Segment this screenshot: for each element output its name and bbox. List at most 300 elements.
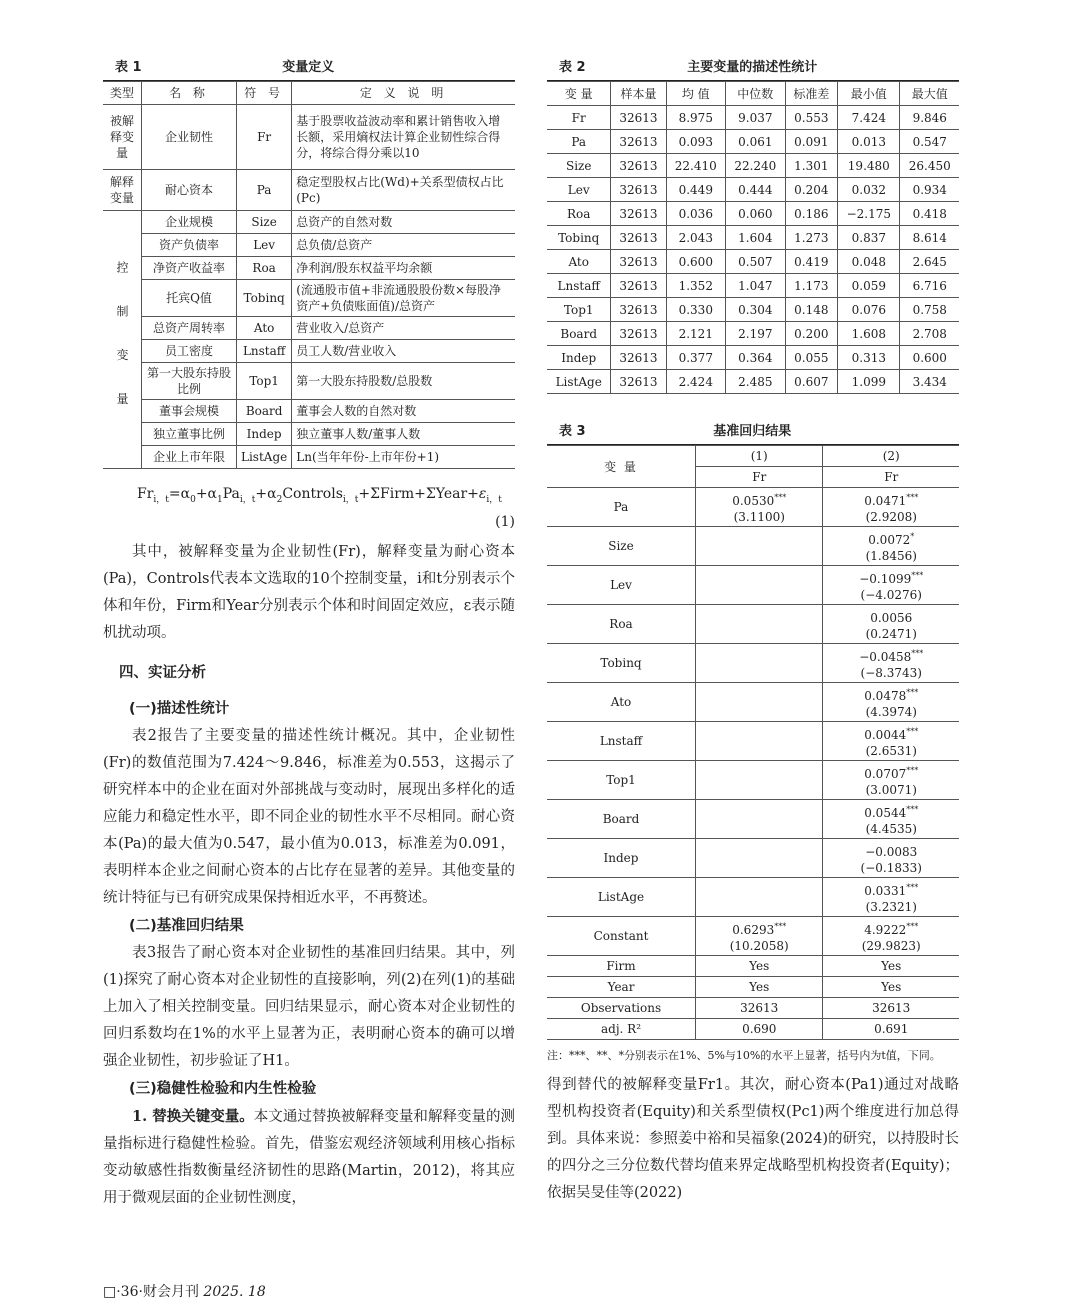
left-column — [103, 50, 515, 1212]
table2-cell: 1.173 — [785, 274, 838, 298]
table2-cell: 32613 — [611, 106, 666, 130]
table2-cell: 32613 — [611, 250, 666, 274]
table1-row-control — [103, 363, 515, 400]
table2-cell: 1.604 — [726, 226, 786, 250]
table1-symbol: ListAge — [237, 446, 292, 469]
table1-name: 净资产收益率 — [142, 257, 237, 280]
table1-row-control — [103, 280, 515, 317]
table3-variable: Lnstaff — [547, 722, 696, 761]
table2-cell: 32613 — [611, 346, 666, 370]
table2-cell: 26.450 — [900, 154, 959, 178]
table3-coef-cell — [823, 839, 959, 878]
table3-variable: Ato — [547, 683, 696, 722]
table3-variable: Size — [547, 527, 696, 566]
table3-footer-cell: Yes — [696, 956, 823, 977]
table2-cell: 22.240 — [726, 154, 786, 178]
table3-variable: Tobinq — [547, 644, 696, 683]
variable-definition-table — [103, 81, 515, 469]
table3-footer-row — [547, 956, 959, 977]
table3-tvalue: (3.2321) — [865, 899, 917, 914]
table3-coef-cell — [696, 683, 823, 722]
table3-coef-cell — [696, 878, 823, 917]
robustness-lead: 1. 替换关键变量。 — [132, 1107, 254, 1125]
table3-tvalue: (3.0071) — [865, 782, 917, 797]
table2-row — [547, 346, 959, 370]
table3-row — [547, 839, 959, 878]
table3-variable-header: 变 量 — [547, 446, 696, 488]
table1-row-dependent — [103, 105, 515, 170]
table2-cell: 0.304 — [726, 298, 786, 322]
table3-header-row — [547, 446, 959, 467]
table1-definition: 稳定型股权占比(Wd)+关系型债权占比(Pc) — [292, 170, 515, 211]
table3-coef-cell — [823, 722, 959, 761]
table2-cell: 0.507 — [726, 250, 786, 274]
table2-cell: 0.377 — [666, 346, 726, 370]
table3-number: 表 3 — [559, 423, 586, 439]
table2-cell: 32613 — [611, 370, 666, 394]
table3-coef-cell — [696, 722, 823, 761]
coef-value: 0.0072 — [868, 532, 911, 547]
table1-definition: 员工人数/营业收入 — [292, 340, 515, 363]
table2-cell: 1.608 — [838, 322, 900, 346]
table3-variable: Top1 — [547, 761, 696, 800]
table2-cell: 0.837 — [838, 226, 900, 250]
table3-row — [547, 878, 959, 917]
table2-row — [547, 322, 959, 346]
table2-cell: 19.480 — [838, 154, 900, 178]
table3-row — [547, 605, 959, 644]
page-number: ·36· — [116, 1284, 143, 1300]
table3-coefficient — [827, 568, 955, 587]
significance-stars: *** — [911, 570, 924, 580]
paragraph-continued: 得到替代的被解释变量Fr1。其次，耐心资本(Pa1)通过对战略型机构投资者(Equity)和关系型债权(Pc1)两个维度进行加总得到。具体来说：参照姜中裕和吴福象(2024)的研究，以持股时长的四分之三分位数代替均值来界定战略型机构投资者(Equity)；依据吴旻佳等(2022) — [547, 1077, 959, 1201]
table3-coefficient — [827, 919, 955, 938]
table3-dep2: Fr — [823, 467, 959, 488]
table2-cell: 32613 — [611, 202, 666, 226]
table2-cell: 0.600 — [900, 346, 959, 370]
table2-cell: 2.424 — [666, 370, 726, 394]
coef-value: −0.0083 — [865, 844, 918, 859]
table3-coef-cell — [696, 527, 823, 566]
table2-cell: Roa — [547, 202, 611, 226]
table1-definition: 营业收入/总资产 — [292, 317, 515, 340]
table2-cell: 0.200 — [785, 322, 838, 346]
table3-coef-cell — [696, 644, 823, 683]
footer-mark: □ — [103, 1284, 117, 1300]
table2-cell: 0.204 — [785, 178, 838, 202]
table3-footer-cell: Firm — [547, 956, 696, 977]
table2-cell: Lnstaff — [547, 274, 611, 298]
table2-cell: Board — [547, 322, 611, 346]
table3-coef-cell — [823, 800, 959, 839]
table3-coef-cell — [696, 761, 823, 800]
table2-cell: 32613 — [611, 130, 666, 154]
table1-definition: 基于股票收益波动率和累计销售收入增长额，采用熵权法计算企业韧性综合得分，将综合得分乘以10 — [292, 105, 515, 170]
table3-tvalue: (3.1100) — [733, 509, 785, 524]
table2-cell: 1.273 — [785, 226, 838, 250]
table3-coefficient — [827, 646, 955, 665]
table3-coefficient — [827, 763, 955, 782]
table3-coef-cell — [823, 488, 959, 527]
coef-value: 0.0044 — [864, 727, 907, 742]
table3-tvalue: (−8.3743) — [860, 665, 922, 680]
table3-variable: Board — [547, 800, 696, 839]
table1-row-independent — [103, 170, 515, 211]
table2-cell: 32613 — [611, 226, 666, 250]
table3-coefficient — [827, 529, 955, 548]
table1-name: 第一大股东持股比例 — [142, 363, 237, 400]
table2-cell: 0.553 — [785, 106, 838, 130]
table2-number: 表 2 — [559, 59, 586, 75]
page-footer — [103, 1281, 266, 1301]
table1-symbol: Size — [237, 211, 292, 234]
table3-coefficient — [700, 490, 818, 509]
table1-row-control — [103, 340, 515, 363]
table3-variable: Roa — [547, 605, 696, 644]
table2-cell: 0.186 — [785, 202, 838, 226]
table3-coef-cell — [696, 839, 823, 878]
table1-definition: 董事会人数的自然对数 — [292, 400, 515, 423]
table2-row — [547, 202, 959, 226]
table3-footer-cell: Yes — [823, 956, 959, 977]
table1-number: 表 1 — [115, 59, 142, 75]
baseline-regression-table — [547, 445, 959, 1040]
table3-tvalue: (4.4535) — [865, 821, 917, 836]
table2-cell: 32613 — [611, 298, 666, 322]
significance-stars: * — [910, 531, 915, 541]
table1-symbol: Tobinq — [237, 280, 292, 317]
table3-coef-cell — [823, 878, 959, 917]
table3-col2-header: (2) — [823, 446, 959, 467]
table1-type-independent: 解释变量 — [103, 170, 142, 211]
table3-tvalue: (29.9823) — [861, 938, 921, 953]
table2-cell: 32613 — [611, 274, 666, 298]
table3-coef-cell — [823, 566, 959, 605]
table2-cell: 0.061 — [726, 130, 786, 154]
table1-header-definition: 定 义 说 明 — [292, 82, 515, 105]
table2-cell: 32613 — [611, 154, 666, 178]
table1-caption — [103, 50, 515, 81]
subsection-heading-descriptive: (一)描述性统计 — [129, 700, 230, 717]
table3-tvalue: (2.9208) — [865, 509, 917, 524]
table2-cell: 2.708 — [900, 322, 959, 346]
table3-footer-cell: 0.691 — [823, 1019, 959, 1040]
table2-cell: 2.645 — [900, 250, 959, 274]
table1-symbol: Lnstaff — [237, 340, 292, 363]
coef-value: −0.0458 — [859, 649, 912, 664]
table1-symbol: Top1 — [237, 363, 292, 400]
table2-header-cell: 变 量 — [547, 82, 611, 106]
table2-row — [547, 154, 959, 178]
table2-cell: −2.175 — [838, 202, 900, 226]
table2-cell: 0.093 — [666, 130, 726, 154]
table3-coef-cell — [696, 605, 823, 644]
table3-tvalue: (4.3974) — [865, 704, 917, 719]
descriptive-statistics-table — [547, 81, 959, 394]
table3-row — [547, 488, 959, 527]
table3-tvalue: (1.8456) — [865, 548, 917, 563]
table2-cell: Lev — [547, 178, 611, 202]
table1-symbol: Board — [237, 400, 292, 423]
coef-value: 0.0544 — [864, 805, 907, 820]
table1-symbol: Indep — [237, 423, 292, 446]
table3-row — [547, 527, 959, 566]
table2-cell: Top1 — [547, 298, 611, 322]
table1-name: 托宾Q值 — [142, 280, 237, 317]
table1-definition: 净利润/股东权益平均余额 — [292, 257, 515, 280]
table3-coefficient — [827, 490, 955, 509]
table3-coef-cell — [823, 761, 959, 800]
table2-cell: 32613 — [611, 322, 666, 346]
coef-value: −0.1099 — [859, 571, 912, 586]
table1-title: 变量定义 — [282, 59, 335, 75]
table2-cell: 0.418 — [900, 202, 959, 226]
table1-type-control: 控 制 变 量 — [103, 211, 142, 469]
table1-symbol: Ato — [237, 317, 292, 340]
table2-cell: 0.059 — [838, 274, 900, 298]
table2-cell: 0.091 — [785, 130, 838, 154]
table3-footer-cell: 32613 — [696, 998, 823, 1019]
table3-footer-cell: Yes — [823, 977, 959, 998]
table1-name: 员工密度 — [142, 340, 237, 363]
table3-footer-row — [547, 998, 959, 1019]
regression-formula — [103, 483, 515, 533]
table2-cell: 32613 — [611, 178, 666, 202]
robustness-text: 本文通过替换被解释变量和解释变量的测量指标进行稳健性检验。首先，借鉴宏观经济领域利用核心指标变动敏感性指数衡量经济韧性的思路(Martin，2012)，将其应用于微观层面的企业韧性测度， — [103, 1108, 516, 1206]
table1-name: 企业规模 — [142, 211, 237, 234]
table3-coef-cell — [823, 683, 959, 722]
table3-tvalue: (10.2058) — [729, 938, 789, 953]
coef-value: 0.0471 — [864, 493, 907, 508]
table2-cell: 1.047 — [726, 274, 786, 298]
table1-name: 资产负债率 — [142, 234, 237, 257]
table2-cell: 2.121 — [666, 322, 726, 346]
paragraph-robustness — [103, 1103, 515, 1212]
table2-header-cell: 均 值 — [666, 82, 726, 106]
coef-value: 0.0056 — [870, 610, 913, 625]
table3-note: 注：***、**、*分别表示在1%、5%与10%的水平上显著，括号内为t值，下同。 — [547, 1049, 941, 1062]
table1-header-row — [103, 82, 515, 105]
table3-coef-cell — [823, 527, 959, 566]
table3-footer-row — [547, 1019, 959, 1040]
table3-caption — [547, 414, 959, 445]
table1-type-dependent: 被解释变量 — [103, 105, 142, 170]
table3-row — [547, 644, 959, 683]
significance-stars: *** — [906, 726, 919, 736]
table3-variable: Constant — [547, 917, 696, 956]
table1-definition: 第一大股东持股数/总股数 — [292, 363, 515, 400]
table2-cell: 0.055 — [785, 346, 838, 370]
table3-row — [547, 722, 959, 761]
table2-header-cell: 标准差 — [785, 82, 838, 106]
table3-col1-header: (1) — [696, 446, 823, 467]
table1-header-symbol: 符 号 — [237, 82, 292, 105]
significance-stars: *** — [774, 492, 787, 502]
table3-coef-cell — [696, 566, 823, 605]
table3-coef-cell — [696, 488, 823, 527]
table2-cell: 0.330 — [666, 298, 726, 322]
subsection-heading-robustness: (三)稳健性检验和内生性检验 — [129, 1080, 317, 1097]
table1-row-control — [103, 211, 515, 234]
table3-title: 基准回归结果 — [713, 423, 792, 439]
table3-coefficient — [827, 802, 955, 821]
significance-stars: *** — [906, 765, 919, 775]
table3-coef-cell — [823, 605, 959, 644]
table2-cell: 9.037 — [726, 106, 786, 130]
significance-stars: *** — [906, 804, 919, 814]
table1-definition: 总负债/总资产 — [292, 234, 515, 257]
table1-symbol: Fr — [237, 105, 292, 170]
table2-cell: 0.048 — [838, 250, 900, 274]
table1-definition: (流通股市值+非流通股股份数×每股净资产+负债账面值)/总资产 — [292, 280, 515, 317]
table2-cell: 2.485 — [726, 370, 786, 394]
table3-row — [547, 917, 959, 956]
table2-caption — [547, 50, 959, 81]
table2-cell: 0.060 — [726, 202, 786, 226]
table2-cell: 0.032 — [838, 178, 900, 202]
paragraph-descriptive: 表2报告了主要变量的描述性统计概况。其中，企业韧性(Fr)的数值范围为7.424～9.846，标准差为0.553，这揭示了研究样本中的企业在面对外部挑战与变动时，展现出多样化的适应能力和稳定性水平，即不同企业的韧性水平不尽相同。耐心资本(Pa)的最大值为0.547，最小值为0.013，标准差为0.091，表明样本企业之间耐心资本的占比存在显著的差异。其他变量的统计特征与已有研究成果保持相近水平，不再赘述。 — [103, 727, 515, 906]
right-column — [547, 50, 959, 1207]
table1-definition: 总资产的自然对数 — [292, 211, 515, 234]
table3-coefficient — [827, 607, 955, 626]
table3-tvalue: (−0.1833) — [860, 860, 922, 875]
table2-row — [547, 106, 959, 130]
journal-name: 财会月刊 — [142, 1284, 199, 1300]
table1-symbol: Roa — [237, 257, 292, 280]
table3-variable: Pa — [547, 488, 696, 527]
formula-text: $Fr_{i,t}=\alpha_0+\alpha_1Pa_{i,t}+\alpha_2Controls_{i,t}+\Sigma Firm+\Sigma Year+\varepsilon_{i,t}$ — [137, 486, 502, 505]
significance-stars: *** — [906, 921, 919, 931]
table3-coefficient — [827, 841, 955, 860]
table1-definition: 独立董事人数/董事人数 — [292, 423, 515, 446]
paragraph-variables: 其中，被解释变量为企业韧性(Fr)，解释变量为耐心资本(Pa)，Controls代表本文选取的10个控制变量，i和t分别表示个体和年份，Firm和Year分别表示个体和时间固定效应，ε表示随机扰动项。 — [103, 543, 515, 641]
coef-value: 0.6293 — [732, 922, 775, 937]
table3-tvalue: (−4.0276) — [860, 587, 922, 602]
table3-row — [547, 683, 959, 722]
table3-footer-cell: adj. R² — [547, 1019, 696, 1040]
table2-cell: 2.197 — [726, 322, 786, 346]
table2-cell: 0.934 — [900, 178, 959, 202]
table2-cell: 0.449 — [666, 178, 726, 202]
table1-row-control — [103, 317, 515, 340]
table2-header-cell: 样本量 — [611, 82, 666, 106]
table3-row — [547, 800, 959, 839]
table1-definition: Ln(当年年份-上市年份+1) — [292, 446, 515, 469]
table1-header-type: 类型 — [103, 82, 142, 105]
table1-name: 独立董事比例 — [142, 423, 237, 446]
coef-value: 0.0707 — [864, 766, 907, 781]
table2-cell: 1.352 — [666, 274, 726, 298]
table2-cell: 3.434 — [900, 370, 959, 394]
table2-row — [547, 274, 959, 298]
table3-footer-cell: Observations — [547, 998, 696, 1019]
table3-coefficient — [827, 685, 955, 704]
table3-coef-cell — [823, 644, 959, 683]
table2-cell: Indep — [547, 346, 611, 370]
table3-coef-cell — [696, 800, 823, 839]
table2-title: 主要变量的描述性统计 — [687, 59, 818, 75]
table2-cell: 6.716 — [900, 274, 959, 298]
coef-value: 0.0331 — [864, 883, 907, 898]
table3-row — [547, 566, 959, 605]
significance-stars: *** — [906, 687, 919, 697]
table3-footer-cell: 0.690 — [696, 1019, 823, 1040]
table2-cell: 0.758 — [900, 298, 959, 322]
table1-symbol: Pa — [237, 170, 292, 211]
table2-cell: 0.600 — [666, 250, 726, 274]
significance-stars: *** — [911, 648, 924, 658]
table3-footer-cell: Year — [547, 977, 696, 998]
table1-row-control — [103, 257, 515, 280]
table2-cell: 1.301 — [785, 154, 838, 178]
table3-variable: Indep — [547, 839, 696, 878]
table2-row — [547, 226, 959, 250]
table1-row-control — [103, 234, 515, 257]
table2-cell: Tobinq — [547, 226, 611, 250]
table1-row-control — [103, 423, 515, 446]
table2-cell: 0.013 — [838, 130, 900, 154]
significance-stars: *** — [906, 882, 919, 892]
table3-dep1: Fr — [696, 467, 823, 488]
table3-coefficient — [827, 880, 955, 899]
table2-cell: 0.547 — [900, 130, 959, 154]
table2-cell: 0.607 — [785, 370, 838, 394]
table2-cell: 0.076 — [838, 298, 900, 322]
table3-footer-cell: Yes — [696, 977, 823, 998]
table2-cell: 2.043 — [666, 226, 726, 250]
table3-footer-cell: 32613 — [823, 998, 959, 1019]
table3-coefficient — [827, 724, 955, 743]
table2-header-cell: 最大值 — [900, 82, 959, 106]
table3-variable: ListAge — [547, 878, 696, 917]
table3-tvalue: (0.2471) — [865, 626, 917, 641]
table3-footer-row — [547, 977, 959, 998]
table3-row — [547, 761, 959, 800]
coef-value: 4.9222 — [864, 922, 907, 937]
formula-number: (1) — [495, 513, 515, 530]
table2-cell: Fr — [547, 106, 611, 130]
table1-name: 董事会规模 — [142, 400, 237, 423]
table2-cell: 0.313 — [838, 346, 900, 370]
table2-header-row — [547, 82, 959, 106]
table2-cell: 22.410 — [666, 154, 726, 178]
table1-name: 耐心资本 — [142, 170, 237, 211]
table2-row — [547, 298, 959, 322]
table3-coef-cell — [823, 917, 959, 956]
table1-header-name: 名 称 — [142, 82, 237, 105]
table1-symbol: Lev — [237, 234, 292, 257]
section-heading-empirical: 四、实证分析 — [119, 664, 206, 681]
table3-variable: Lev — [547, 566, 696, 605]
table2-cell: 0.419 — [785, 250, 838, 274]
journal-issue: 2025. 18 — [203, 1284, 266, 1300]
table1-row-control — [103, 446, 515, 469]
table2-header-cell: 中位数 — [726, 82, 786, 106]
table2-cell: 8.614 — [900, 226, 959, 250]
table1-row-control — [103, 400, 515, 423]
subsection-heading-baseline: (二)基准回归结果 — [129, 917, 244, 934]
table2-row — [547, 178, 959, 202]
table2-cell: Ato — [547, 250, 611, 274]
table2-row — [547, 130, 959, 154]
table1-name: 企业韧性 — [142, 105, 237, 170]
table3-coefficient — [700, 919, 818, 938]
table2-cell: 0.444 — [726, 178, 786, 202]
table2-cell: Size — [547, 154, 611, 178]
coef-value: 0.0530 — [732, 493, 775, 508]
significance-stars: *** — [906, 492, 919, 502]
table2-header-cell: 最小值 — [838, 82, 900, 106]
